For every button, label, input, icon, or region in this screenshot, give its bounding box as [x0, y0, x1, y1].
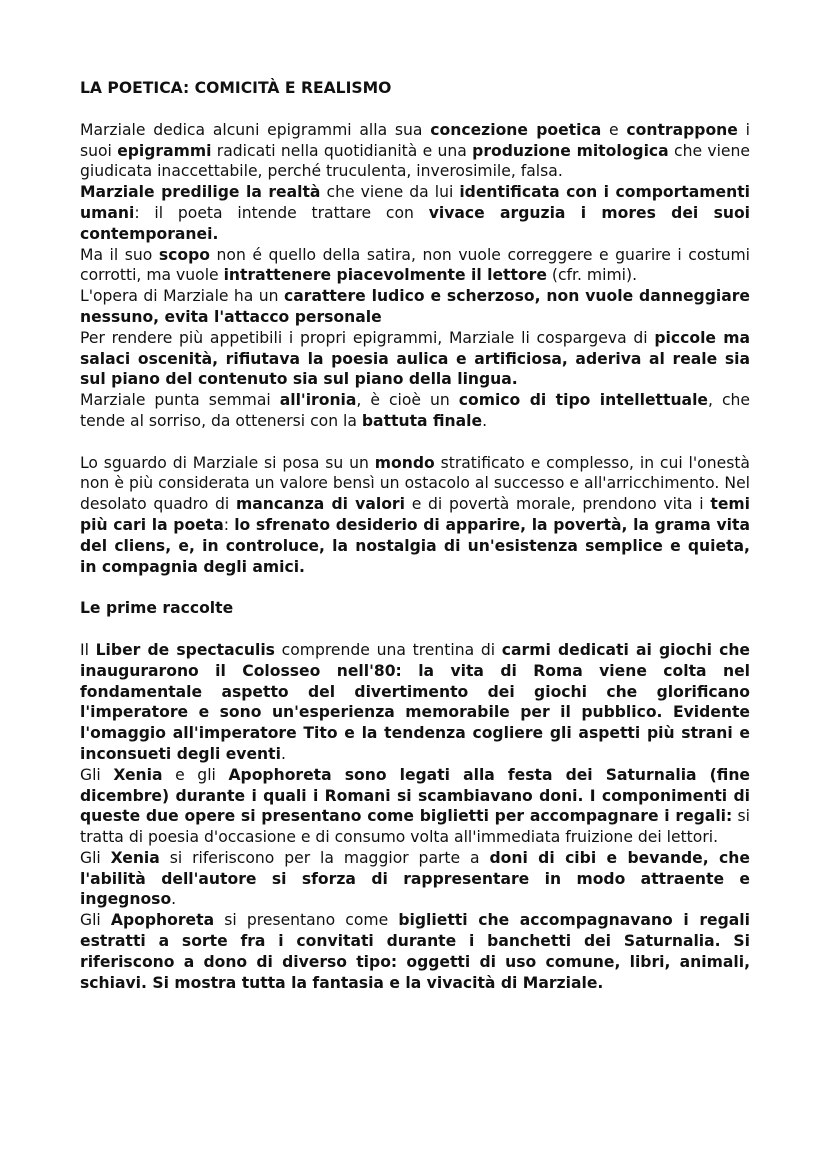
- text-run: (cfr. mimi).: [546, 266, 638, 285]
- text-run: Marziale dedica alcuni epigrammi alla sua: [80, 120, 431, 139]
- paragraph: [80, 286, 750, 328]
- paragraph: [80, 910, 750, 993]
- text-run: i suoi: [80, 120, 750, 160]
- text-run: , è cioè un: [356, 391, 459, 410]
- text-run: , che tende al sorriso, da ottenersi con la: [80, 391, 750, 430]
- text-run: Gli: [80, 765, 114, 784]
- text-run: .: [171, 890, 177, 909]
- bold-text-run: Xenia: [110, 848, 160, 867]
- paragraph: [80, 848, 750, 910]
- text-run: e gli: [162, 765, 229, 784]
- bold-text-run: scopo: [158, 245, 210, 264]
- bold-text-run: comico di tipo intellettuale: [458, 391, 708, 410]
- paragraph: [80, 328, 750, 390]
- bold-text-run: piccole ma salaci oscenità, rifiutava la poesia aulica e artificiosa, aderiva al reale sia sul piano del contenuto sia sul piano della lingua.: [80, 328, 750, 389]
- bold-text-run: carattere ludico e scherzoso, non vuole danneggiare nessuno, evita l'attacco personale: [80, 287, 750, 326]
- text-run: Il: [80, 640, 96, 659]
- text-run: Gli: [80, 911, 111, 930]
- paragraph: [80, 453, 750, 578]
- bold-text-run: intrattenere piacevolmente il lettore: [223, 266, 547, 285]
- bold-text-run: temi più cari la poeta: [80, 495, 750, 534]
- text-run: radicati nella quotidianità e una: [211, 141, 473, 160]
- bold-text-run: biglietti che accompagnavano i regali estratti a sorte fra i convitati durante i banchetti dei Saturnalia. Si riferiscono a dono di diverso tipo: oggetti di uso comune, libri, animali, schiavi. Si mostra tutta la fantasia e la vivacità di Marziale.: [80, 911, 750, 992]
- paragraph: [80, 120, 750, 182]
- bold-text-run: concezione poetica: [430, 120, 602, 139]
- text-run: Per rendere più appetibili i propri epigrammi, Marziale li cospargeva di: [80, 328, 655, 347]
- paragraph: [80, 765, 750, 848]
- text-run: che viene giudicata inaccettabile, perché truculenta, inverosimile, falsa.: [80, 141, 750, 181]
- paragraph: [80, 245, 750, 287]
- bold-text-run: Xenia: [113, 765, 163, 784]
- text-run: : il poeta intende trattare con: [134, 203, 429, 222]
- bold-text-run: carmi dedicati ai giochi che inaugurarono il Colosseo nell'80: la vita di Roma viene colta nel fondamentale aspetto del divertimento dei giochi che glorificano l'imperatore e sono un'esperienza memorabile per il pubblico. Evidente l'omaggio all'imperatore Tito e la tendenza cogliere gli aspetti più strani e inconsueti degli eventi: [80, 640, 751, 763]
- bold-text-run: battuta finale: [361, 411, 483, 430]
- bold-text-run: mondo: [374, 453, 435, 472]
- text-run: Lo sguardo di Marziale si posa su un: [80, 453, 375, 472]
- section-heading: Le prime raccolte: [80, 599, 234, 618]
- text-run: si tratta di poesia d'occasione e di consumo volta all'immediata fruizione dei lettori.: [80, 807, 750, 847]
- bold-text-run: all'ironia: [279, 391, 357, 410]
- page-title: LA POETICA: COMICITÀ E REALISMO: [80, 79, 392, 97]
- bold-text-run: mancanza di valori: [235, 495, 405, 514]
- text-run: stratificato e complesso, in cui l'onestà non è più considerata un valore bensì un ostacolo al successo e all'arricchimento. Nel desolato quadro di: [80, 453, 750, 514]
- text-run: L'opera di Marziale ha un: [80, 287, 284, 306]
- bold-text-run: Apophoreta sono legati alla festa dei Saturnalia (fine dicembre) durante i quali i Romani si scambiavano doni. I componimenti di queste due opere si presentano come biglietti per accompagnare i regali:: [80, 765, 750, 826]
- bold-text-run: doni di cibi e bevande, che l'abilità dell'autore si sforza di rappresentare in modo attraente e ingegnoso: [80, 848, 750, 909]
- text-run: :: [223, 515, 235, 534]
- bold-text-run: Liber de spectaculis: [95, 640, 275, 659]
- bold-text-run: lo sfrenato desiderio di apparire, la povertà, la grama vita del cliens, e, in controluce, la nostalgia di un'esistenza semplice e quieta, in compagnia degli amici.: [80, 515, 750, 576]
- text-run: che viene da lui: [320, 183, 460, 202]
- paragraph: [80, 390, 750, 432]
- text-run: non é quello della satira, non vuole correggere e guarire i costumi corrotti, ma vuole: [80, 245, 751, 285]
- text-run: si presentano come: [214, 911, 399, 930]
- text-run: Ma il suo: [80, 245, 159, 264]
- text-run: .: [482, 411, 488, 430]
- bold-text-run: vivace arguzia i mores dei suoi contemporanei.: [80, 203, 751, 243]
- bold-text-run: Apophoreta: [110, 911, 215, 930]
- text-run: comprende una trentina di: [274, 640, 502, 659]
- bold-text-run: produzione mitologica: [472, 141, 669, 160]
- text-run: .: [280, 744, 286, 763]
- text-run: Marziale punta semmai: [80, 391, 280, 410]
- bold-text-run: contrappone: [626, 120, 738, 139]
- paragraph: [80, 182, 750, 244]
- bold-text-run: Marziale predilige la realtà: [80, 183, 321, 202]
- text-run: e: [601, 120, 627, 139]
- text-run: si riferiscono per la maggior parte a: [159, 848, 490, 867]
- text-run: e di povertà morale, prendono vita i: [404, 495, 711, 514]
- bold-text-run: epigrammi: [117, 141, 212, 160]
- paragraph: [80, 640, 750, 765]
- text-run: Gli: [80, 848, 111, 867]
- bold-text-run: identificata con i comportamenti umani: [80, 183, 751, 222]
